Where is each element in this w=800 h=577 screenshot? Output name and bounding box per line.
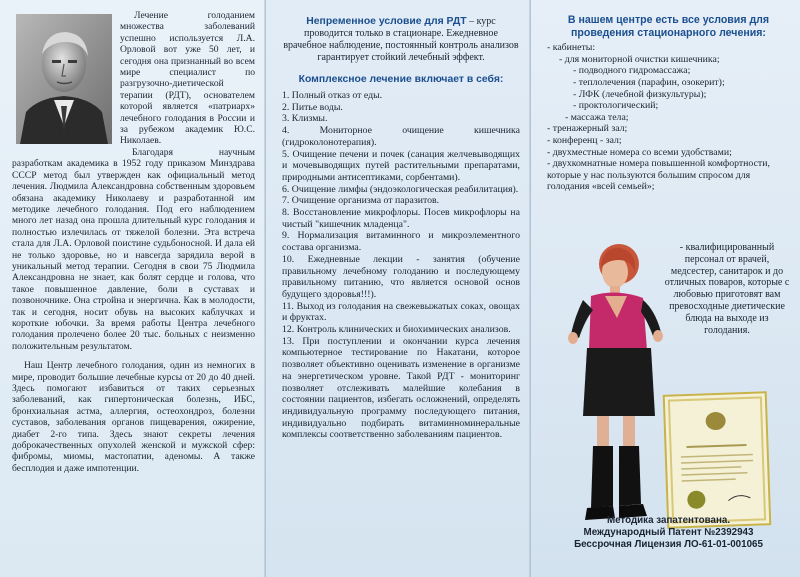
panel-left (0, 0, 265, 577)
fold-line (529, 0, 531, 577)
list-item: 3. Клизмы. (282, 113, 328, 125)
list-item: 9. Нормализация витаминного и микроэлементного состава организма. (282, 230, 520, 254)
doctor-photo (561, 238, 673, 524)
staff-text: - квалифицированный персонал от врачей, медсестер, санитарок и до отличных поваров, которые с любовью приготовят вам превосходные диетические блюда на выходе из голодания. (664, 242, 790, 336)
list-item: 12. Контроль клинических и биохимических анализов. (282, 324, 511, 336)
list-item: - двухместные номера со всеми удобствами; (547, 146, 732, 158)
list-item: 8. Восстановление микрофлоры. Посев микрофлоры на чистый "кишечник младенца". (282, 207, 520, 230)
patent-footer (547, 515, 790, 550)
list-item: 1. Полный отказ от еды. (282, 90, 383, 101)
bio-paragraph: Лечение голоданием множества заболеваний успешно используется Л.А. Орловой вот уже 50 лет, и сегодня она признанный во всем мире специалист по разгрузочно-диетической терапии (РДТ), основателем которой является «патриарх» лечебного голодания в России и за рубежом академик Ю.С. Николаев. (120, 10, 255, 147)
bio-paragraph: Благодаря научным разработкам академика в 1952 году приказом Минздрава СССР метод был утвержден как официальный метод лечения. Людмила Александровна собственным здоровьем обязана академику Николаеву и разработанной им методике лечебного голодания. Под его наблюдением много лет назад она прошла длительный курс голодания и полностью излечилась от тяжелой болезни. Эта встреча стала для Л.А. Орловой поистине судьбоносной. И дала ей не только здоровье, но и навсегда зарядила верой в уникальный метод терапии. Сегодня в свои 75 Людмила Александровна не знает, как болят сердце и голова, что такое повышенное давление, боли в суставах и позвоночнике. Она стройна и энергична. Как в молодости, так и сегодня, носит обувь на высоких каблучках и короткие юбочки. За время работы Центра лечебного голодания пролечено более 20 тыс. больных с неизменно положительным результатом. (12, 146, 255, 352)
list-item: 2. Питье воды. (282, 101, 343, 113)
fold-line (264, 0, 266, 577)
facilities-heading: В нашем центре есть все условия для проведения стационарного лечения: (567, 14, 770, 39)
stationary-condition (282, 16, 520, 64)
condition-text: – курс проводится только в стационаре. Ежедневное врачебное наблюдение, постоянный контроль анализов гарантирует стойкий лечебный эффект. (283, 16, 519, 63)
list-item: - тренажерный зал; (547, 123, 628, 135)
patent-certificate (663, 391, 772, 529)
list-item: 6. Очищение лимфы (эндоэкологическая реабилитация). (282, 183, 519, 195)
complex-treatment-heading: Комплексное лечение включает в себя: (298, 74, 504, 85)
list-item: - подводного гидромассажа; (573, 65, 691, 77)
list-item: - кабинеты: (547, 42, 596, 54)
treatment-list (282, 90, 520, 441)
panel-middle (265, 0, 530, 577)
condition-heading: Непременное условие для РДТ (306, 16, 467, 27)
patent-line: Международный Патент №2392943 (583, 526, 754, 538)
list-item: 11. Выход из голодания на свежевыжатых соках, овощах и фруктах. (282, 300, 520, 324)
list-item: - конференц - зал; (547, 134, 622, 146)
list-item: 4. Мониторное очищение кишечника (гидроколонотерапия). (282, 125, 520, 148)
bio-paragraph: Наш Центр лечебного голодания, один из немногих в мире, проводит большие лечебные курсы от 20 до 40 дней. Здесь помогают избавиться от таких серьезных заболеваний, как гипертоническая болезнь, ИБС, бронхиальная астма, аллергия, остеохондроз, болезни суставов, заболевания органов пищеварения, ожирение, диабет 2-го типа. Здесь знают секреты лечения доброкачественных опухолей женской и мужской сфер: фибромы, миомы, мастопатии, аденомы. А также бесплодия и даже импотенции. (12, 360, 255, 474)
list-item: - теплолечения (парафин, озокерит); (573, 76, 725, 88)
portrait-photo (16, 14, 112, 144)
patent-line: Бессрочная Лицензия ЛО-61-01-001065 (574, 538, 763, 550)
list-item: 13. При поступлении и окончании курса лечения компьютерное тестирование по Накатани, которое позволяет объективно оценивать изменение в организме на энергетическом уровне. Такой РДТ - мониторинг позволяет отслеживать малейшие колебания в состоянии пациентов, избегать осложнений, определять индивидуальную программу последующего питания, индивидуально подбирать витаминноминеральные комплексы соответственно заболеваниям пациентов. (282, 335, 520, 441)
list-item: 10. Ежедневные лекции - занятия (обучение правильному лечебному голоданию и последующему правильному питанию, что является основой основ будущего здоровья!!!). (282, 253, 520, 300)
panel-right (530, 0, 800, 577)
list-item: 5. Очищение печени и почек (санация желчевыводящих и мочевыводящих путей растительными препаратами, природными антисептиками, сорбентами). (282, 148, 520, 183)
list-item: - для мониторной очистки кишечника; (559, 53, 720, 65)
patent-line: Методика запатентована. (606, 515, 731, 526)
list-item: - массажа тела; (565, 111, 629, 123)
list-item: - проктологический; (573, 100, 659, 112)
list-item: - двухкомнатные номера повышенной комфортности, которые у нас пользуются большим спросом для голодания «всей семьей»; (547, 158, 770, 193)
list-item: - ЛФК (лечебной физкультуры); (573, 88, 707, 100)
list-item: 7. Очищение организма от паразитов. (282, 195, 440, 207)
facilities-list (547, 42, 790, 193)
